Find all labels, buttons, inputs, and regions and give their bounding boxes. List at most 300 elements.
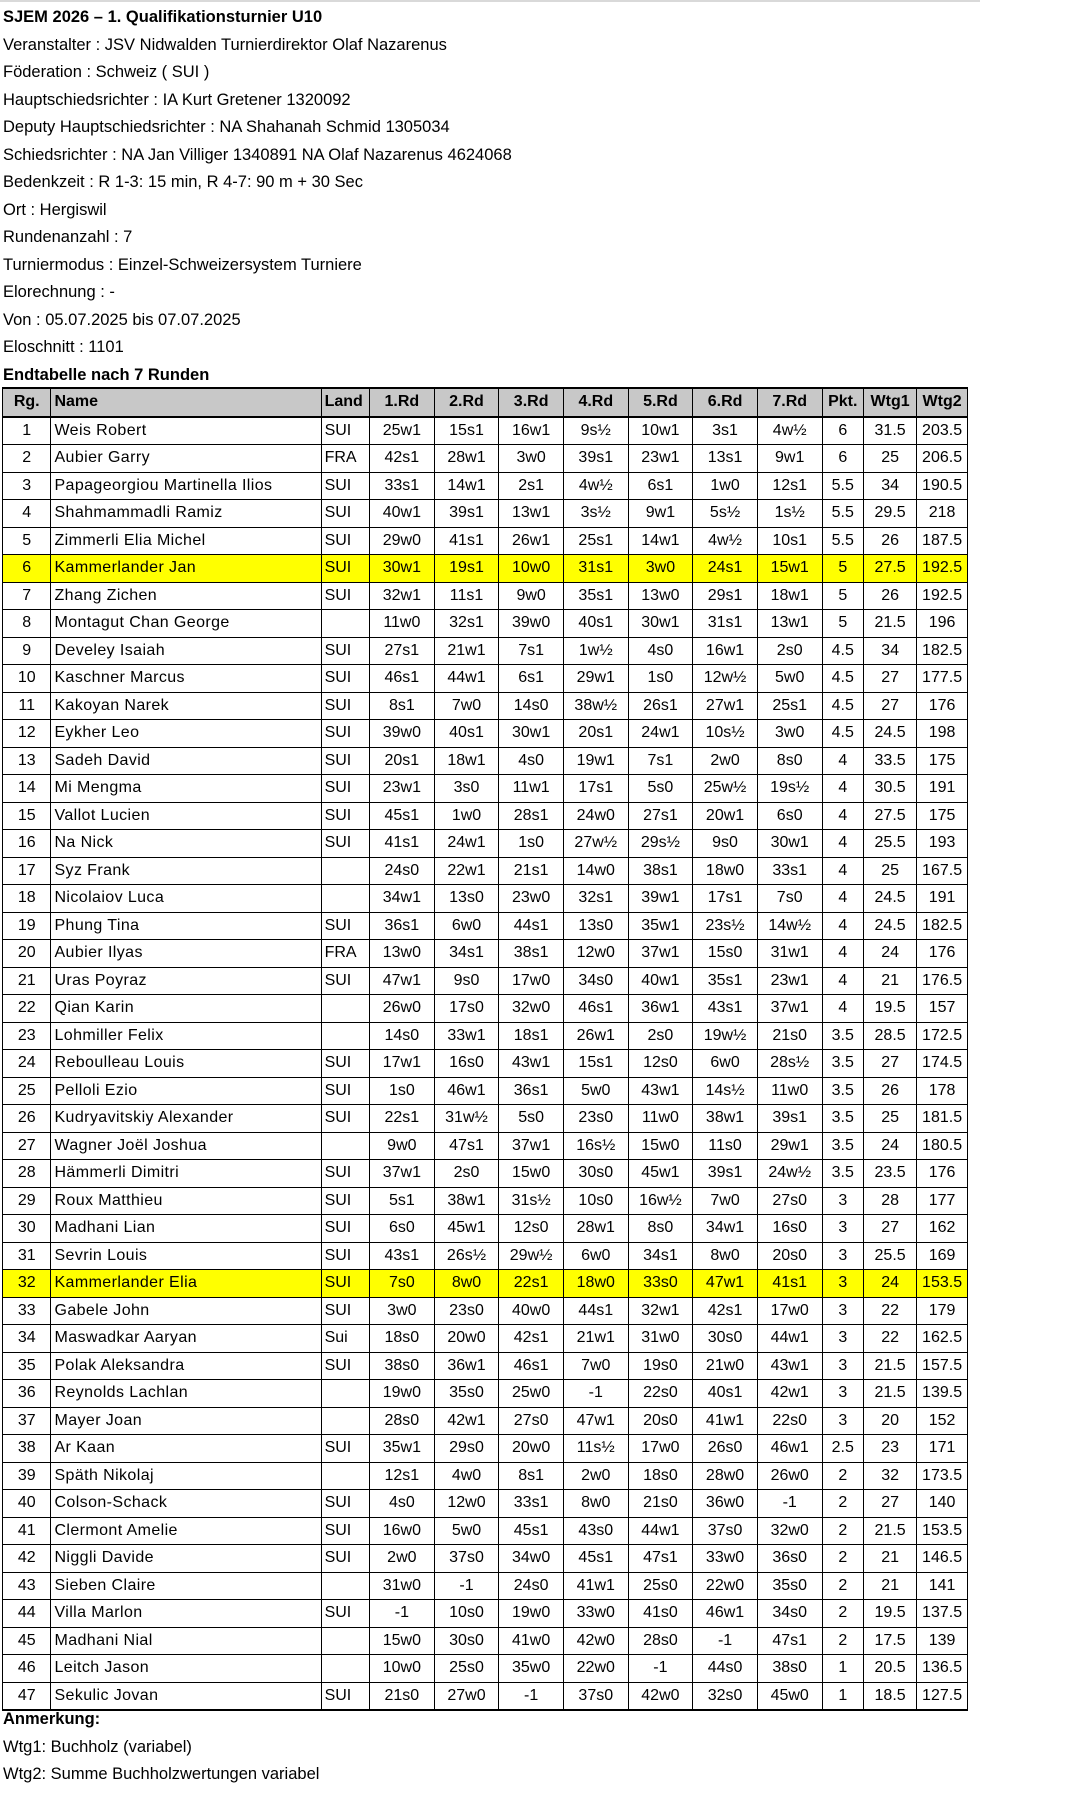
points-cell: 3 bbox=[822, 1380, 864, 1408]
round-result: 46w1 bbox=[693, 1600, 758, 1628]
round-result: 32s1 bbox=[434, 610, 499, 638]
table-row bbox=[3, 857, 968, 885]
table-row bbox=[3, 885, 968, 913]
round-result: 15w0 bbox=[370, 1627, 435, 1655]
tiebreak2-cell: 157.5 bbox=[917, 1352, 968, 1380]
round-result: 32w1 bbox=[628, 1297, 693, 1325]
tiebreak1-cell: 24 bbox=[864, 1270, 917, 1298]
round-result: 3w0 bbox=[757, 720, 822, 748]
column-header: 4.Rd bbox=[563, 388, 628, 417]
rank-cell: 22 bbox=[3, 995, 51, 1023]
round-result: 4w0 bbox=[434, 1462, 499, 1490]
rank-cell: 29 bbox=[3, 1187, 51, 1215]
round-result: 21s0 bbox=[628, 1490, 693, 1518]
tiebreak1-cell: 32 bbox=[864, 1462, 917, 1490]
round-result: 40w0 bbox=[499, 1297, 564, 1325]
points-cell: 3 bbox=[822, 1352, 864, 1380]
column-header: Wtg2 bbox=[917, 388, 968, 417]
federation-cell: SUI bbox=[321, 582, 369, 610]
points-cell: 5.5 bbox=[822, 527, 864, 555]
federation-cell: SUI bbox=[321, 747, 369, 775]
points-cell: 6 bbox=[822, 417, 864, 445]
round-result: 39s1 bbox=[693, 1160, 758, 1188]
round-result: 2s1 bbox=[499, 472, 564, 500]
round-result: 8s0 bbox=[757, 747, 822, 775]
round-result: 24w0 bbox=[563, 802, 628, 830]
federation-cell: SUI bbox=[321, 1187, 369, 1215]
points-cell: 4 bbox=[822, 775, 864, 803]
points-cell: 2 bbox=[822, 1490, 864, 1518]
round-result: 29w½ bbox=[499, 1242, 564, 1270]
round-result: -1 bbox=[370, 1600, 435, 1628]
tiebreak2-cell: 196 bbox=[917, 610, 968, 638]
rank-cell: 45 bbox=[3, 1627, 51, 1655]
table-row bbox=[3, 1187, 968, 1215]
player-name: Shahmammadli Ramiz bbox=[51, 500, 321, 528]
round-result: 31w½ bbox=[434, 1105, 499, 1133]
round-result: 7w0 bbox=[693, 1187, 758, 1215]
federation-cell: SUI bbox=[321, 1545, 369, 1573]
round-result: 9w0 bbox=[499, 582, 564, 610]
tiebreak1-cell: 21.5 bbox=[864, 1380, 917, 1408]
round-result: 5w0 bbox=[757, 665, 822, 693]
round-result: 7s0 bbox=[370, 1270, 435, 1298]
table-row bbox=[3, 1545, 968, 1573]
federation-cell: Sui bbox=[321, 1325, 369, 1353]
player-name: Kammerlander Jan bbox=[51, 555, 321, 583]
player-name: Madhani Nial bbox=[51, 1627, 321, 1655]
points-cell: 5 bbox=[822, 582, 864, 610]
round-result: 39w1 bbox=[628, 885, 693, 913]
tiebreak2-cell: 198 bbox=[917, 720, 968, 748]
points-cell: 2.5 bbox=[822, 1435, 864, 1463]
round-result: 25w1 bbox=[370, 417, 435, 445]
round-result: 28s0 bbox=[370, 1407, 435, 1435]
tiebreak2-cell: 187.5 bbox=[917, 527, 968, 555]
tiebreak2-cell: 172.5 bbox=[917, 1022, 968, 1050]
round-result: 11w1 bbox=[499, 775, 564, 803]
table-row bbox=[3, 1380, 968, 1408]
rank-cell: 4 bbox=[3, 500, 51, 528]
round-result: 26s½ bbox=[434, 1242, 499, 1270]
tiebreak1-cell: 24.5 bbox=[864, 912, 917, 940]
round-result: 18s0 bbox=[628, 1462, 693, 1490]
round-result: 16w0 bbox=[370, 1517, 435, 1545]
federation-cell: SUI bbox=[321, 967, 369, 995]
points-cell: 3.5 bbox=[822, 1105, 864, 1133]
rank-cell: 38 bbox=[3, 1435, 51, 1463]
tiebreak2-cell: 193 bbox=[917, 830, 968, 858]
federation-cell: SUI bbox=[321, 417, 369, 445]
table-row bbox=[3, 747, 968, 775]
round-result: 4s0 bbox=[499, 747, 564, 775]
federation-cell: SUI bbox=[321, 1682, 369, 1710]
table-row bbox=[3, 500, 968, 528]
round-result: -1 bbox=[628, 1655, 693, 1683]
round-result: 5s0 bbox=[499, 1105, 564, 1133]
round-result: 31s½ bbox=[499, 1187, 564, 1215]
round-result: 37s0 bbox=[563, 1682, 628, 1710]
tiebreak2-cell: 167.5 bbox=[917, 857, 968, 885]
round-result: 13s1 bbox=[693, 445, 758, 473]
federation-cell: SUI bbox=[321, 830, 369, 858]
info-line: Föderation : Schweiz ( SUI ) bbox=[3, 63, 210, 81]
round-result: 18w1 bbox=[434, 747, 499, 775]
table-row bbox=[3, 1517, 968, 1545]
tiebreak1-cell: 21.5 bbox=[864, 1517, 917, 1545]
round-result: 19s0 bbox=[628, 1352, 693, 1380]
tiebreak2-cell: 162.5 bbox=[917, 1325, 968, 1353]
round-result: 21w1 bbox=[434, 637, 499, 665]
tiebreak1-cell: 25 bbox=[864, 445, 917, 473]
round-result: 9w1 bbox=[628, 500, 693, 528]
column-header: Name bbox=[51, 388, 321, 417]
round-result: 20s0 bbox=[628, 1407, 693, 1435]
round-result: 39w0 bbox=[370, 720, 435, 748]
round-result: 43s1 bbox=[370, 1242, 435, 1270]
round-result: 37w1 bbox=[757, 995, 822, 1023]
round-result: 11w0 bbox=[757, 1077, 822, 1105]
round-result: 15s0 bbox=[693, 940, 758, 968]
points-cell: 4 bbox=[822, 995, 864, 1023]
points-cell: 2 bbox=[822, 1545, 864, 1573]
tiebreak1-cell: 21 bbox=[864, 1572, 917, 1600]
player-name: Kudryavitskiy Alexander bbox=[51, 1105, 321, 1133]
round-result: 6s0 bbox=[370, 1215, 435, 1243]
round-result: 33w0 bbox=[563, 1600, 628, 1628]
table-row bbox=[3, 1050, 968, 1078]
tiebreak1-cell: 21.5 bbox=[864, 610, 917, 638]
round-result: 42w1 bbox=[434, 1407, 499, 1435]
tiebreak1-cell: 29.5 bbox=[864, 500, 917, 528]
round-result: 36w1 bbox=[628, 995, 693, 1023]
player-name: Pelloli Ezio bbox=[51, 1077, 321, 1105]
player-name: Weis Robert bbox=[51, 417, 321, 445]
round-result: 29w1 bbox=[563, 665, 628, 693]
tiebreak2-cell: 192.5 bbox=[917, 582, 968, 610]
round-result: 22s0 bbox=[628, 1380, 693, 1408]
rank-cell: 6 bbox=[3, 555, 51, 583]
info-line: Rundenanzahl : 7 bbox=[3, 228, 133, 246]
player-name: Polak Aleksandra bbox=[51, 1352, 321, 1380]
round-result: 8s1 bbox=[370, 692, 435, 720]
round-result: 47w1 bbox=[693, 1270, 758, 1298]
round-result: 33s1 bbox=[499, 1490, 564, 1518]
tiebreak2-cell: 191 bbox=[917, 775, 968, 803]
round-result: 22s1 bbox=[370, 1105, 435, 1133]
round-result: 4w½ bbox=[693, 527, 758, 555]
tiebreak1-cell: 26 bbox=[864, 1077, 917, 1105]
tournament-info bbox=[3, 32, 512, 362]
round-result: 30w1 bbox=[370, 555, 435, 583]
tiebreak1-cell: 20 bbox=[864, 1407, 917, 1435]
round-result: 40w1 bbox=[628, 967, 693, 995]
player-name: Montagut Chan George bbox=[51, 610, 321, 638]
tournament-title: SJEM 2026 – 1. Qualifikationsturnier U10 bbox=[3, 8, 323, 26]
player-name: Eykher Leo bbox=[51, 720, 321, 748]
round-result: 22w1 bbox=[434, 857, 499, 885]
note-line: Wtg1: Buchholz (variabel) bbox=[3, 1737, 192, 1756]
round-result: 31w0 bbox=[628, 1325, 693, 1353]
round-result: 37s0 bbox=[693, 1517, 758, 1545]
round-result: 33s0 bbox=[628, 1270, 693, 1298]
tiebreak2-cell: 139.5 bbox=[917, 1380, 968, 1408]
round-result: 32w0 bbox=[757, 1517, 822, 1545]
player-name: Wagner Joël Joshua bbox=[51, 1132, 321, 1160]
round-result: 7s0 bbox=[757, 885, 822, 913]
round-result: 35s0 bbox=[434, 1380, 499, 1408]
tiebreak2-cell: 153.5 bbox=[917, 1270, 968, 1298]
table-row bbox=[3, 1600, 968, 1628]
round-result: 38s1 bbox=[499, 940, 564, 968]
federation-cell: SUI bbox=[321, 1270, 369, 1298]
note-line: Wtg2: Summe Buchholzwertungen variabel bbox=[3, 1765, 320, 1783]
player-name: Niggli Davide bbox=[51, 1545, 321, 1573]
federation-cell: SUI bbox=[321, 527, 369, 555]
tiebreak2-cell: 176 bbox=[917, 692, 968, 720]
table-row bbox=[3, 967, 968, 995]
rank-cell: 32 bbox=[3, 1270, 51, 1298]
rank-cell: 20 bbox=[3, 940, 51, 968]
points-cell: 3.5 bbox=[822, 1160, 864, 1188]
round-result: 18s1 bbox=[499, 1022, 564, 1050]
table-row bbox=[3, 912, 968, 940]
round-result: 26w1 bbox=[563, 1022, 628, 1050]
column-header: Land bbox=[321, 388, 369, 417]
tiebreak2-cell: 203.5 bbox=[917, 417, 968, 445]
round-result: 9s0 bbox=[434, 967, 499, 995]
tiebreak1-cell: 27 bbox=[864, 692, 917, 720]
round-result: 12w0 bbox=[563, 940, 628, 968]
federation-cell bbox=[321, 1380, 369, 1408]
round-result: 14w0 bbox=[563, 857, 628, 885]
round-result: 45w1 bbox=[434, 1215, 499, 1243]
table-row bbox=[3, 775, 968, 803]
round-result: 46w1 bbox=[757, 1435, 822, 1463]
round-result: 14s0 bbox=[370, 1022, 435, 1050]
round-result: 28w0 bbox=[693, 1462, 758, 1490]
rank-cell: 11 bbox=[3, 692, 51, 720]
points-cell: 1 bbox=[822, 1655, 864, 1683]
round-result: 24w½ bbox=[757, 1160, 822, 1188]
rank-cell: 3 bbox=[3, 472, 51, 500]
federation-cell: SUI bbox=[321, 1297, 369, 1325]
round-result: 41w1 bbox=[563, 1572, 628, 1600]
round-result: 16s0 bbox=[434, 1050, 499, 1078]
round-result: 44s0 bbox=[693, 1655, 758, 1683]
round-result: 42s1 bbox=[693, 1297, 758, 1325]
rank-cell: 28 bbox=[3, 1160, 51, 1188]
federation-cell bbox=[321, 857, 369, 885]
tiebreak2-cell: 179 bbox=[917, 1297, 968, 1325]
tiebreak2-cell: 136.5 bbox=[917, 1655, 968, 1683]
points-cell: 2 bbox=[822, 1462, 864, 1490]
table-row bbox=[3, 445, 968, 473]
round-result: 8w0 bbox=[434, 1270, 499, 1298]
tiebreak1-cell: 23.5 bbox=[864, 1160, 917, 1188]
points-cell: 4 bbox=[822, 940, 864, 968]
round-result: 1w0 bbox=[434, 802, 499, 830]
round-result: 35s1 bbox=[563, 582, 628, 610]
player-name: Uras Poyraz bbox=[51, 967, 321, 995]
round-result: 25s1 bbox=[563, 527, 628, 555]
info-line: Elorechnung : - bbox=[3, 283, 115, 301]
round-result: 5w0 bbox=[563, 1077, 628, 1105]
table-row bbox=[3, 555, 968, 583]
round-result: 29s1 bbox=[693, 582, 758, 610]
rank-cell: 12 bbox=[3, 720, 51, 748]
tiebreak1-cell: 19.5 bbox=[864, 1600, 917, 1628]
tiebreak1-cell: 23 bbox=[864, 1435, 917, 1463]
round-result: 28w1 bbox=[434, 445, 499, 473]
info-line: Deputy Hauptschiedsrichter : NA Shahanah Schmid 1305034 bbox=[3, 118, 450, 136]
rank-cell: 10 bbox=[3, 665, 51, 693]
round-result: 15s1 bbox=[434, 417, 499, 445]
round-result: 35w1 bbox=[370, 1435, 435, 1463]
round-result: 4w½ bbox=[757, 417, 822, 445]
round-result: 11s1 bbox=[434, 582, 499, 610]
round-result: 27s1 bbox=[628, 802, 693, 830]
round-result: 13s0 bbox=[434, 885, 499, 913]
round-result: 12s1 bbox=[757, 472, 822, 500]
player-name: Colson-Schack bbox=[51, 1490, 321, 1518]
round-result: 22w0 bbox=[693, 1572, 758, 1600]
round-result: 18s0 bbox=[370, 1325, 435, 1353]
round-result: 24s0 bbox=[370, 857, 435, 885]
table-subtitle: Endtabelle nach 7 Runden bbox=[3, 365, 210, 384]
column-header: 6.Rd bbox=[693, 388, 758, 417]
round-result: 45w0 bbox=[757, 1682, 822, 1710]
round-result: 26w1 bbox=[499, 527, 564, 555]
points-cell: 3.5 bbox=[822, 1077, 864, 1105]
federation-cell bbox=[321, 1627, 369, 1655]
round-result: 19w1 bbox=[563, 747, 628, 775]
table-row bbox=[3, 802, 968, 830]
tiebreak2-cell: 175 bbox=[917, 747, 968, 775]
federation-cell bbox=[321, 1655, 369, 1683]
rank-cell: 30 bbox=[3, 1215, 51, 1243]
round-result: 30w1 bbox=[628, 610, 693, 638]
round-result: 15w0 bbox=[628, 1132, 693, 1160]
round-result: 7s1 bbox=[628, 747, 693, 775]
round-result: 33w1 bbox=[434, 1022, 499, 1050]
player-name: Develey Isaiah bbox=[51, 637, 321, 665]
rank-cell: 44 bbox=[3, 1600, 51, 1628]
round-result: 4w½ bbox=[563, 472, 628, 500]
round-result: 10w0 bbox=[370, 1655, 435, 1683]
federation-cell bbox=[321, 1132, 369, 1160]
round-result: 23s½ bbox=[693, 912, 758, 940]
footer-notes bbox=[3, 1706, 319, 1789]
federation-cell: SUI bbox=[321, 1077, 369, 1105]
round-result: 28s0 bbox=[628, 1627, 693, 1655]
rank-cell: 35 bbox=[3, 1352, 51, 1380]
player-name: Sadeh David bbox=[51, 747, 321, 775]
player-name: Kaschner Marcus bbox=[51, 665, 321, 693]
federation-cell: SUI bbox=[321, 1517, 369, 1545]
column-header: 3.Rd bbox=[499, 388, 564, 417]
tiebreak1-cell: 22 bbox=[864, 1325, 917, 1353]
round-result: 20s1 bbox=[563, 720, 628, 748]
round-result: 38s0 bbox=[757, 1655, 822, 1683]
tiebreak1-cell: 26 bbox=[864, 582, 917, 610]
round-result: 7s1 bbox=[499, 637, 564, 665]
round-result: 31w0 bbox=[370, 1572, 435, 1600]
round-result: 35s0 bbox=[757, 1572, 822, 1600]
tiebreak2-cell: 162 bbox=[917, 1215, 968, 1243]
federation-cell: SUI bbox=[321, 1160, 369, 1188]
note-label: Anmerkung: bbox=[3, 1710, 101, 1728]
table-row bbox=[3, 1655, 968, 1683]
round-result: 42s1 bbox=[370, 445, 435, 473]
round-result: 42s1 bbox=[499, 1325, 564, 1353]
round-result: 40s1 bbox=[563, 610, 628, 638]
round-result: 2s0 bbox=[434, 1160, 499, 1188]
player-name: Reboulleau Louis bbox=[51, 1050, 321, 1078]
round-result: 3s0 bbox=[434, 775, 499, 803]
table-row bbox=[3, 1022, 968, 1050]
round-result: 47s1 bbox=[757, 1627, 822, 1655]
round-result: 19w0 bbox=[370, 1380, 435, 1408]
tiebreak1-cell: 25.5 bbox=[864, 830, 917, 858]
federation-cell bbox=[321, 1462, 369, 1490]
tiebreak1-cell: 33.5 bbox=[864, 747, 917, 775]
round-result: 17s0 bbox=[434, 995, 499, 1023]
player-name: Hämmerli Dimitri bbox=[51, 1160, 321, 1188]
round-result: 45w1 bbox=[628, 1160, 693, 1188]
player-name: Sekulic Jovan bbox=[51, 1682, 321, 1710]
round-result: 31s1 bbox=[693, 610, 758, 638]
player-name: Zimmerli Elia Michel bbox=[51, 527, 321, 555]
round-result: 17w0 bbox=[628, 1435, 693, 1463]
round-result: 13w1 bbox=[757, 610, 822, 638]
federation-cell: SUI bbox=[321, 692, 369, 720]
round-result: 6s1 bbox=[499, 665, 564, 693]
round-result: 5w0 bbox=[434, 1517, 499, 1545]
round-result: 21s0 bbox=[757, 1022, 822, 1050]
rank-cell: 9 bbox=[3, 637, 51, 665]
round-result: 41s1 bbox=[370, 830, 435, 858]
column-header: 5.Rd bbox=[628, 388, 693, 417]
tiebreak1-cell: 25 bbox=[864, 857, 917, 885]
round-result: 6w0 bbox=[563, 1242, 628, 1270]
round-result: 33s1 bbox=[370, 472, 435, 500]
round-result: 1s0 bbox=[370, 1077, 435, 1105]
round-result: 5s½ bbox=[693, 500, 758, 528]
round-result: 32w1 bbox=[370, 582, 435, 610]
standings-table bbox=[2, 387, 968, 1711]
table-row bbox=[3, 1572, 968, 1600]
round-result: 40s1 bbox=[693, 1380, 758, 1408]
federation-cell bbox=[321, 995, 369, 1023]
round-result: 47s1 bbox=[434, 1132, 499, 1160]
tiebreak2-cell: 127.5 bbox=[917, 1682, 968, 1710]
tiebreak1-cell: 26 bbox=[864, 527, 917, 555]
round-result: 30s0 bbox=[693, 1325, 758, 1353]
round-result: 20s0 bbox=[757, 1242, 822, 1270]
round-result: 28s½ bbox=[757, 1050, 822, 1078]
round-result: 42w0 bbox=[628, 1682, 693, 1710]
points-cell: 4 bbox=[822, 747, 864, 775]
player-name: Aubier Ilyas bbox=[51, 940, 321, 968]
rank-cell: 8 bbox=[3, 610, 51, 638]
table-row bbox=[3, 720, 968, 748]
tiebreak2-cell: 177 bbox=[917, 1187, 968, 1215]
round-result: 15w0 bbox=[499, 1160, 564, 1188]
round-result: 38w½ bbox=[563, 692, 628, 720]
info-line: Veranstalter : JSV Nidwalden Turnierdirektor Olaf Nazarenus bbox=[3, 35, 447, 54]
round-result: 44s1 bbox=[563, 1297, 628, 1325]
